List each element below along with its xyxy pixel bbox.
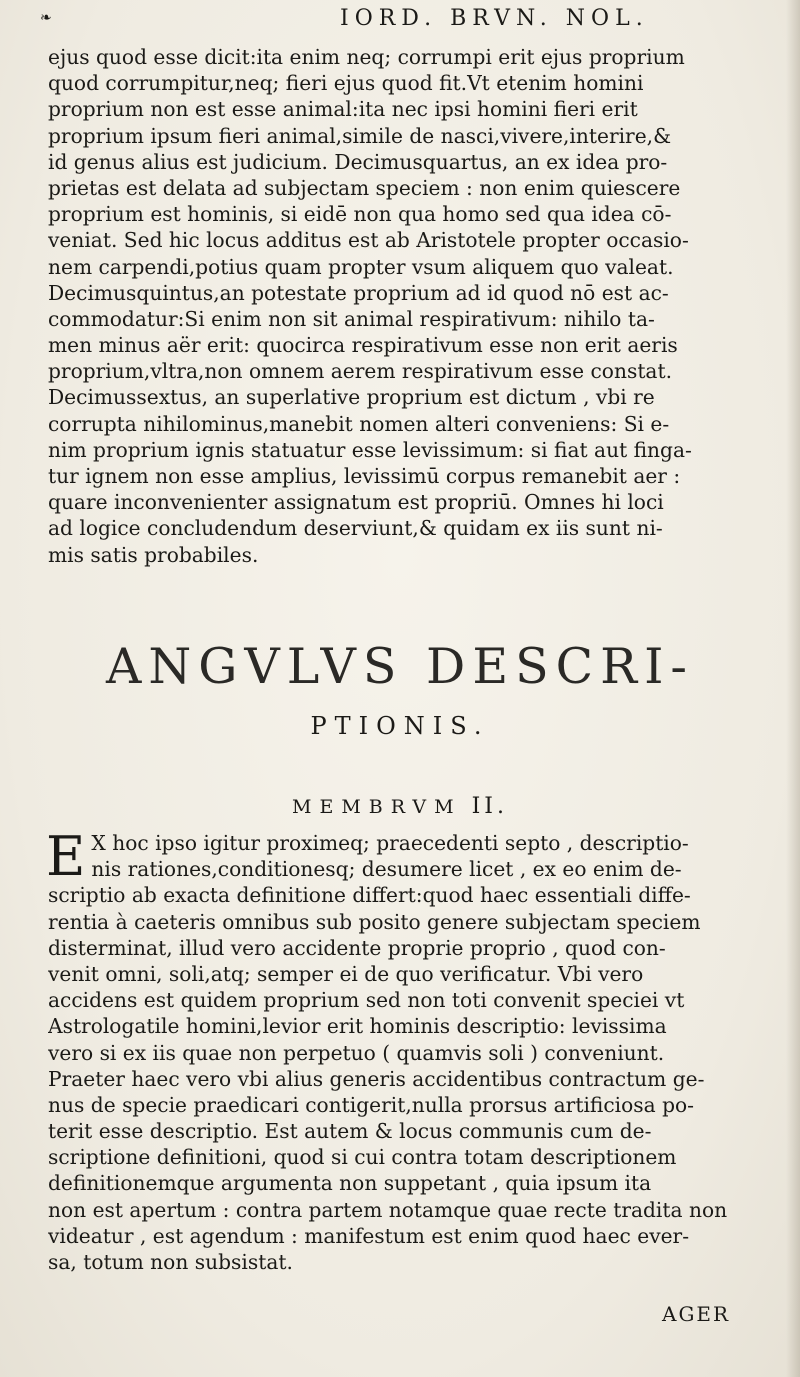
text-line: mis satis probabiles. bbox=[48, 542, 259, 567]
section-subtitle: PTIONIS. bbox=[310, 712, 490, 740]
membrum-number: II. bbox=[471, 794, 508, 819]
text-line: prietas est delata ad subjectam speciem : non enim quiescere bbox=[48, 175, 681, 200]
text-line: quod corrumpitur,neq; fieri ejus quod fit.Vt etenim homini bbox=[48, 71, 644, 96]
text-line: scriptione definitioni, quod si cui contra totam descriptionem bbox=[48, 1145, 677, 1170]
text-line: Astrologatile homini,levior erit hominis descriptio: levissima bbox=[48, 1014, 667, 1039]
text-line: disterminat, illud vero accidente proprie proprio , quod con- bbox=[48, 935, 666, 960]
text-line: rentia à caeteris omnibus sub posito genere subjectam speciem bbox=[48, 909, 701, 934]
text-line: id genus alius est judicium. Decimusquartus, an ex idea pro- bbox=[48, 149, 668, 174]
text-line: Decimussextus, an superlative proprium est dictum , vbi re bbox=[48, 385, 655, 410]
text-line: ejus quod esse dicit:ita enim neq; corrumpi erit ejus proprium bbox=[48, 45, 685, 69]
text-line: ad logice concludendum deserviunt,& quidam ex iis sunt ni- bbox=[48, 516, 663, 541]
text-line: proprium,vltra,non omnem aerem respirativum esse constat. bbox=[48, 359, 672, 384]
text-line: nus de specie praedicari contigerit,nulla prorsus artificiosa po- bbox=[48, 1092, 694, 1117]
text-line: scriptio ab exacta definitione differt:quod haec essentiali diffe- bbox=[48, 883, 691, 908]
catchword: AGER bbox=[662, 1302, 731, 1326]
paragraph-one bbox=[48, 44, 788, 568]
text-line: men minus aër erit: quocirca respirativum esse non erit aeris bbox=[48, 333, 678, 358]
text-line: Praeter haec vero vbi alius generis accidentibus contractum ge- bbox=[48, 1066, 705, 1091]
text-line: sa, totum non subsistat. bbox=[48, 1250, 293, 1274]
paragraph-two bbox=[46, 825, 788, 1275]
running-head-title: IORD. BRVN. NOL. bbox=[340, 6, 649, 31]
text-line: nis rationes,conditionesq; desumere licet , ex eo enim de- bbox=[91, 857, 682, 882]
text-line: proprium non est esse animal:ita nec ipsi homini fieri erit bbox=[48, 97, 638, 122]
text-line: nim proprium ignis statuatur esse levissimum: si fiat aut finga- bbox=[48, 437, 692, 462]
membrum-label: MEMBRVM bbox=[292, 796, 462, 818]
text-line: non est apertum : contra partem notamque quae recte tradita non bbox=[48, 1197, 728, 1222]
text-line: accidens est quidem proprium sed non toti convenit speciei vt bbox=[48, 988, 685, 1013]
text-line: Decimusquintus,an potestate proprium ad id quod nō est ac- bbox=[48, 280, 669, 305]
text-line: tur ignem non esse amplius, levissimū corpus remanebit aer : bbox=[48, 464, 681, 488]
text-line: venit omni, soli,atq; semper ei de quo verificatur. Vbi vero bbox=[48, 961, 644, 986]
text-line: terit esse descriptio. Est autem & locus communis cum de- bbox=[48, 1119, 652, 1144]
text-line: commodatur:Si enim non sit animal respirativum: nihilo ta- bbox=[48, 306, 655, 331]
text-line: proprium ipsum fieri animal,simile de nasci,vivere,interire,& bbox=[48, 123, 672, 148]
membrum-heading bbox=[0, 794, 800, 819]
text-line: quare inconvenienter assignatum est propriū. Omnes hi loci bbox=[48, 490, 664, 515]
text-line: X hoc ipso igitur proximeq; praecedenti septo , descriptio- bbox=[91, 831, 689, 855]
text-line: videatur , est agendum : manifestum est enim quod haec ever- bbox=[48, 1223, 690, 1248]
text-line: proprium est hominis, si eidē non qua homo sed qua idea cō- bbox=[48, 202, 672, 227]
text-line: nem carpendi,potius quam propter vsum aliquem quo valeat. bbox=[48, 254, 674, 279]
running-head bbox=[40, 6, 780, 36]
section-title: ANGVLVS DESCRI- bbox=[106, 638, 694, 695]
text-line: definitionemque argumenta non suppetant , quia ipsum ita bbox=[48, 1171, 652, 1196]
fleuron-ornament: ❧ bbox=[40, 10, 52, 26]
text-line: corrupta nihilominus,manebit nomen alteri conveniens: Si e- bbox=[48, 411, 670, 436]
text-line: vero si ex iis quae non perpetuo ( quamvis soli ) conveniunt. bbox=[48, 1040, 665, 1065]
drop-cap: E bbox=[46, 825, 86, 888]
gutter-shadow bbox=[786, 0, 800, 1377]
text-line: veniat. Sed hic locus additus est ab Aristotele propter occasio- bbox=[48, 228, 689, 253]
